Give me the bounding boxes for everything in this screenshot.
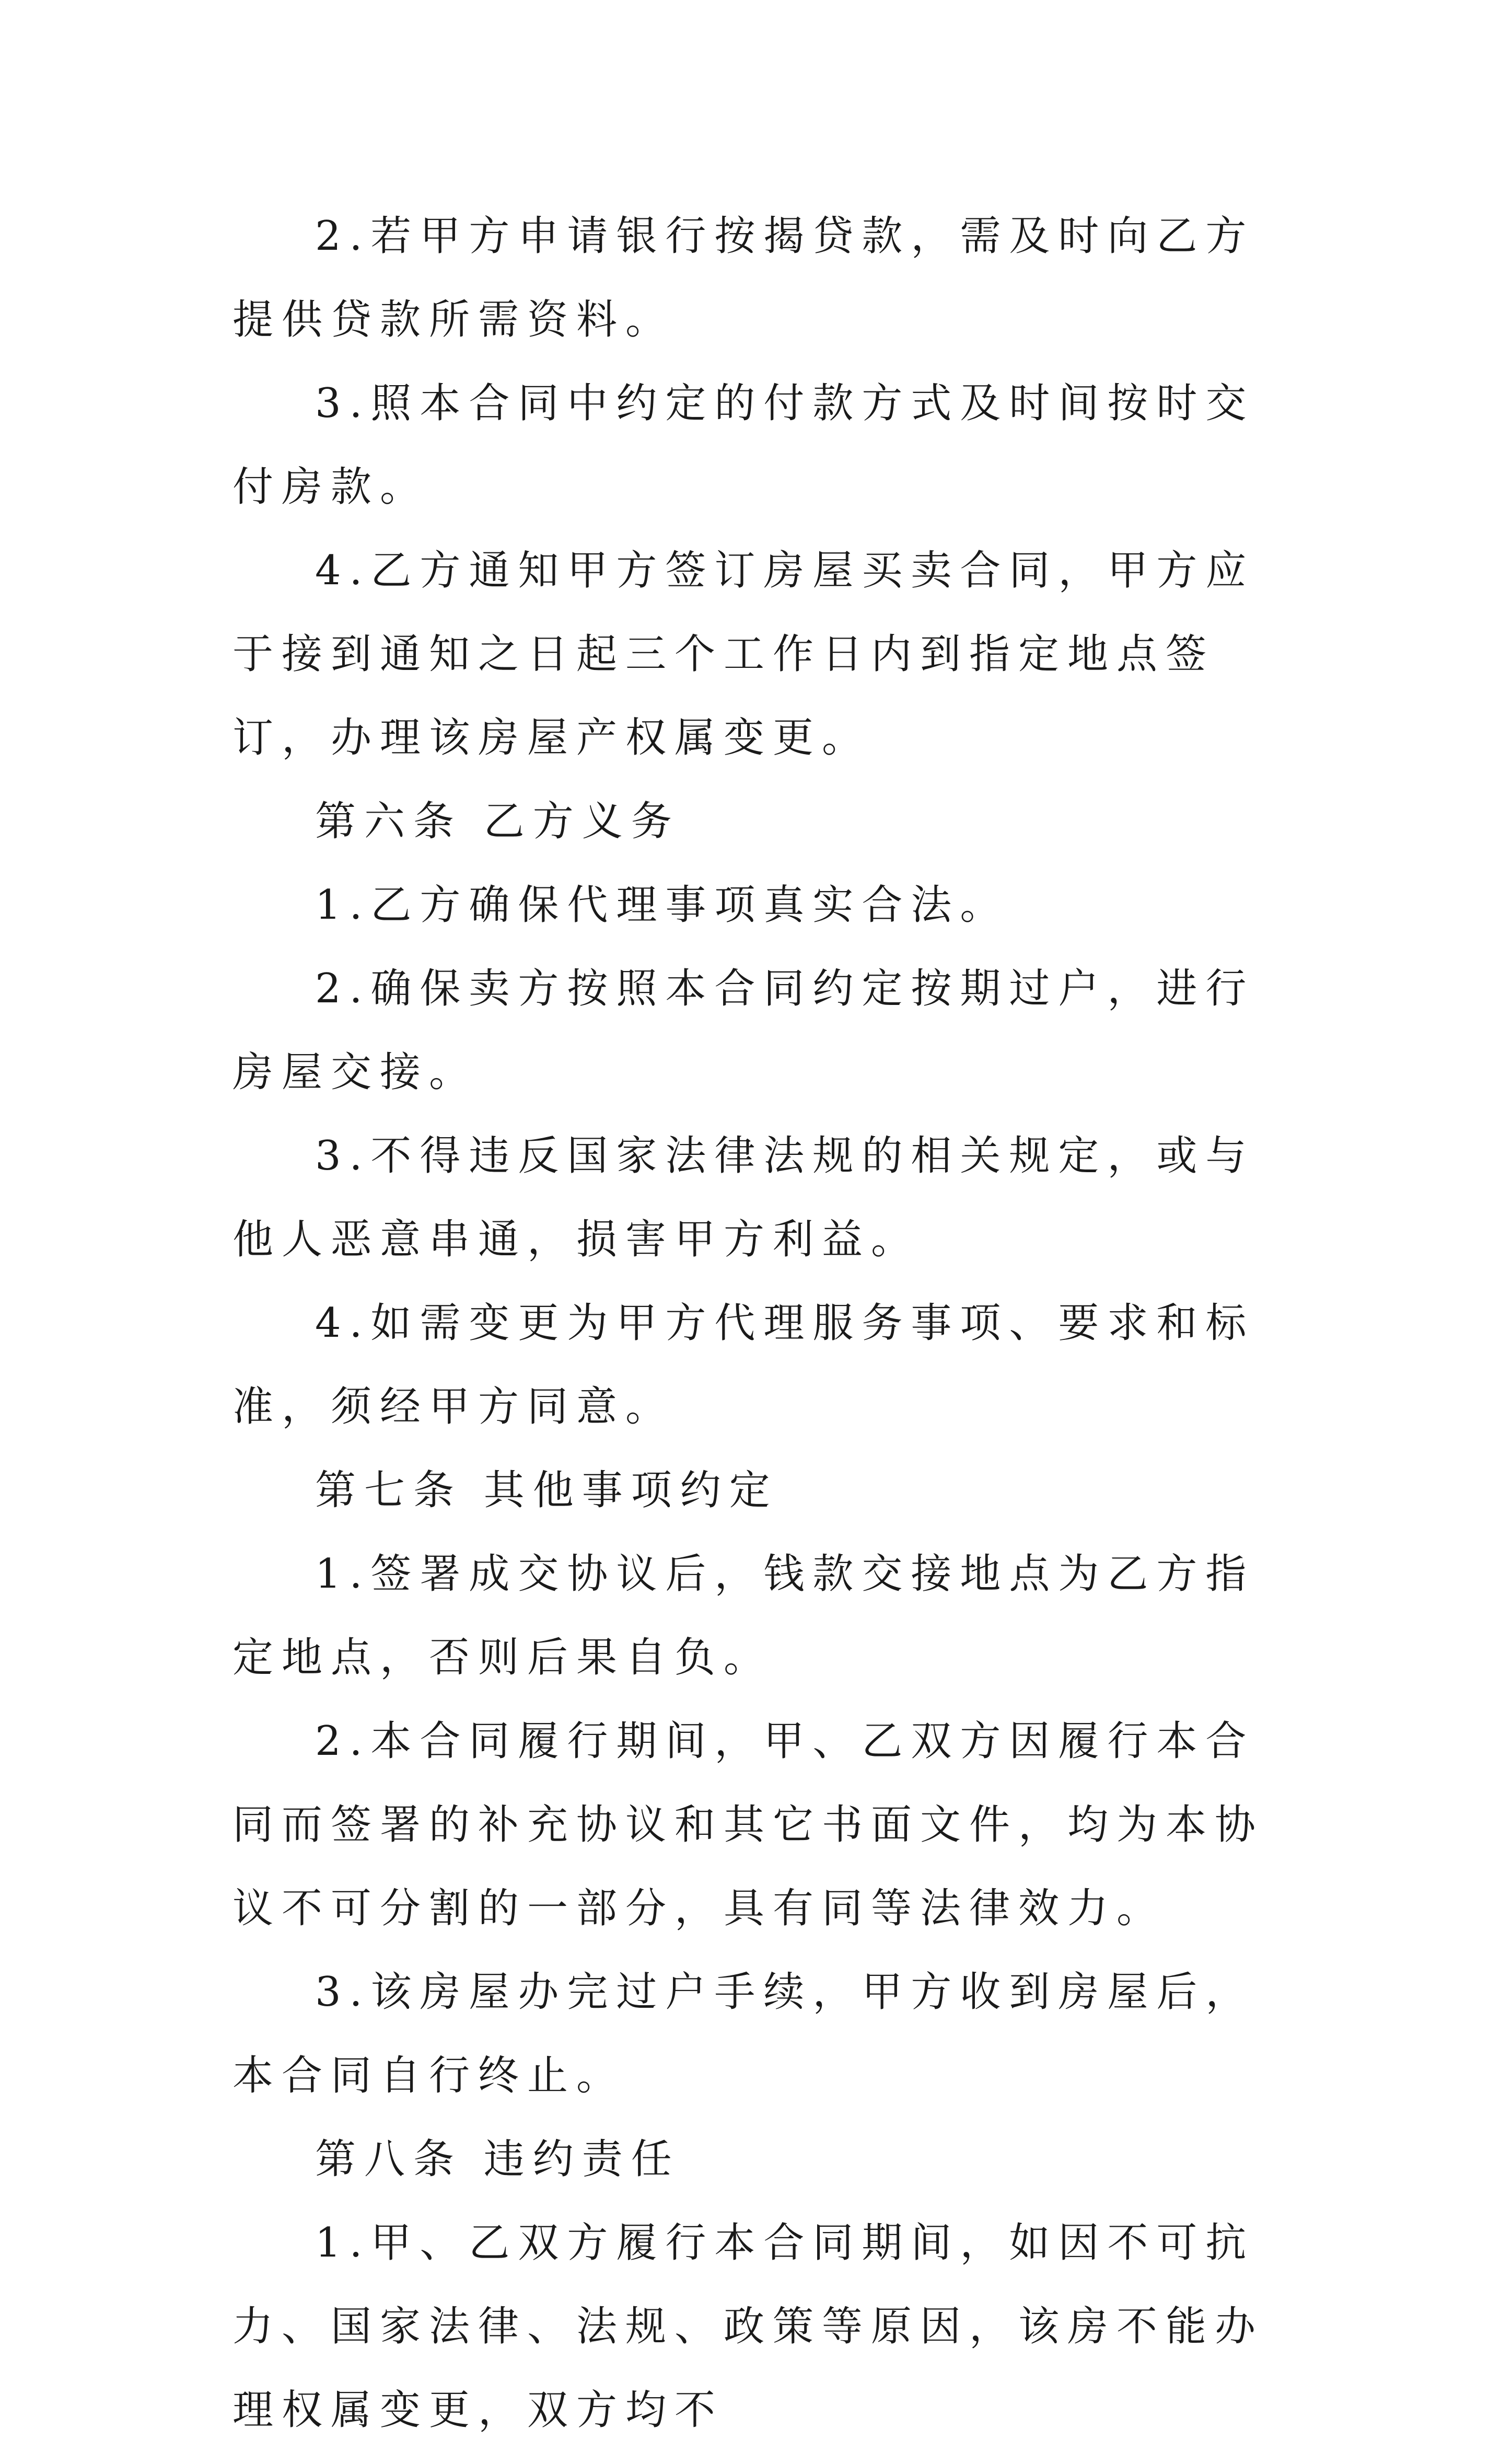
paragraph-item-3-termination: 3.该房屋办完过户手续，甲方收到房屋后，本合同自行终止。 [232,1969,1255,2099]
paragraph-item-3-payment: 3.照本合同中约定的付款方式及时间按时交付房款。 [232,380,1255,511]
paragraph-item-1-force-majeure: 1.甲、乙双方履行本合同期间，如因不可抗力、国家法律、法规、政策等原因，该房不能办理权属变更，双方均不 [232,2219,1264,2434]
section-heading-article-7: 第七条 其他事项约定 [315,1467,778,1514]
paragraph-item-1-payment-location: 1.签署成交协议后，钱款交接地点为乙方指定地点，否则后果自负。 [232,1551,1255,1681]
paragraph-item-1-legal-agency: 1.乙方确保代理事项真实合法。 [315,882,1009,929]
paragraph-item-3-no-violation: 3.不得违反国家法律法规的相关规定，或与他人恶意串通，损害甲方利益。 [232,1132,1255,1263]
paragraph-item-4-change-consent: 4.如需变更为甲方代理服务事项、要求和标准，须经甲方同意。 [232,1300,1255,1430]
section-heading-article-6: 第六条 乙方义务 [315,798,680,845]
document-body [232,194,1283,2452]
section-heading-article-8: 第八条 违约责任 [315,2136,680,2183]
paragraph-item-2-loan-materials: 2.若甲方申请银行按揭贷款，需及时向乙方提供贷款所需资料。 [232,213,1255,343]
paragraph-item-2-supplementary: 2.本合同履行期间，甲、乙双方因履行本合同而签署的补充协议和其它书面文件，均为本协议不可分割的一部分，具有同等法律效力。 [232,1718,1264,1932]
paragraph-item-4-sign-contract: 4.乙方通知甲方签订房屋买卖合同，甲方应于接到通知之日起三个工作日内到指定地点签订，办理该房屋产权属变更。 [232,547,1255,761]
paragraph-item-2-transfer: 2.确保卖方按照本合同约定按期过户，进行房屋交接。 [232,965,1255,1096]
